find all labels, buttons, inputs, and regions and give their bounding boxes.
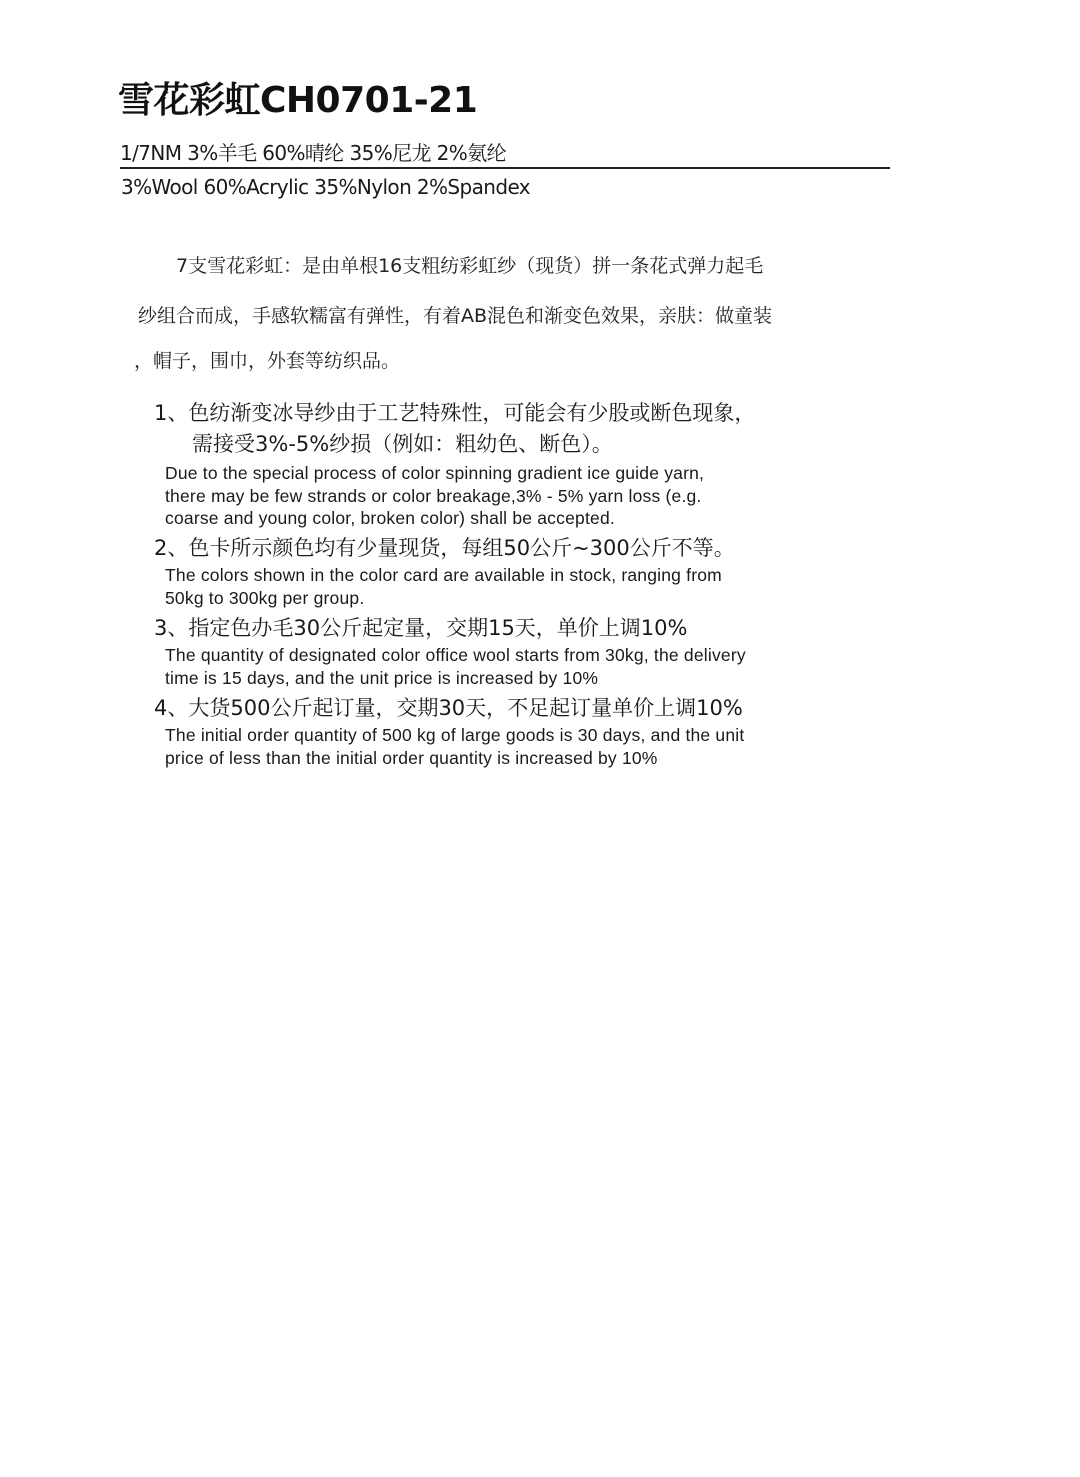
note-2-english-line: 50kg to 300kg per group. <box>165 587 365 608</box>
description-line: 纱组合而成，手感软糯富有弹性，有着AB混色和渐变色效果，亲肤：做童装 <box>138 305 773 327</box>
note-1-english <box>165 462 704 530</box>
note-4-english <box>165 724 744 769</box>
note-2-english <box>165 564 722 609</box>
composition-chinese: 1/7NM 3%羊毛 60%晴纶 35%尼龙 2%氨纶 <box>120 141 506 165</box>
note-3-english-line: The quantity of designated color office wool starts from 30kg, the delivery <box>165 645 746 665</box>
note-3-chinese: 3、指定色办毛30公斤起定量，交期15天，单价上调10% <box>154 616 688 640</box>
product-title: 雪花彩虹CH0701-21 <box>118 80 478 121</box>
description-line: ，帽子，围巾，外套等纺织品。 <box>134 350 401 372</box>
note-4-english-line: price of less than the initial order quantity is increased by 10% <box>165 747 658 768</box>
note-3-english-line: time is 15 days, and the unit price is increased by 10% <box>165 667 599 688</box>
note-3-english <box>165 644 746 689</box>
note-4-english-line: The initial order quantity of 500 kg of large goods is 30 days, and the unit <box>165 725 745 745</box>
title-divider <box>120 167 890 169</box>
note-2-english-line: The colors shown in the color card are available in stock, ranging from <box>165 565 722 585</box>
note-1-chinese-line-2: 需接受3%-5%纱损（例如：粗幼色、断色）。 <box>192 432 613 456</box>
note-1-chinese-line-1: 1、色纺渐变冰导纱由于工艺特殊性，可能会有少股或断色现象， <box>154 401 756 425</box>
note-1-english-line: there may be few strands or color breakage,3% - 5% yarn loss (e.g. <box>165 485 702 506</box>
note-1-english-line: coarse and young color, broken color) shall be accepted. <box>165 508 615 528</box>
note-1-english-line: Due to the special process of color spinning gradient ice guide yarn, <box>165 463 705 483</box>
note-2-chinese: 2、色卡所示颜色均有少量现货，每组50公斤~300公斤不等。 <box>154 536 735 560</box>
composition-english: 3%Wool 60%Acrylic 35%Nylon 2%Spandex <box>121 175 531 199</box>
note-4-chinese: 4、大货500公斤起订量，交期30天，不足起订量单价上调10% <box>154 696 743 720</box>
description-line: 7支雪花彩虹：是由单根16支粗纺彩虹纱（现货）拼一条花式弹力起毛 <box>176 255 764 277</box>
